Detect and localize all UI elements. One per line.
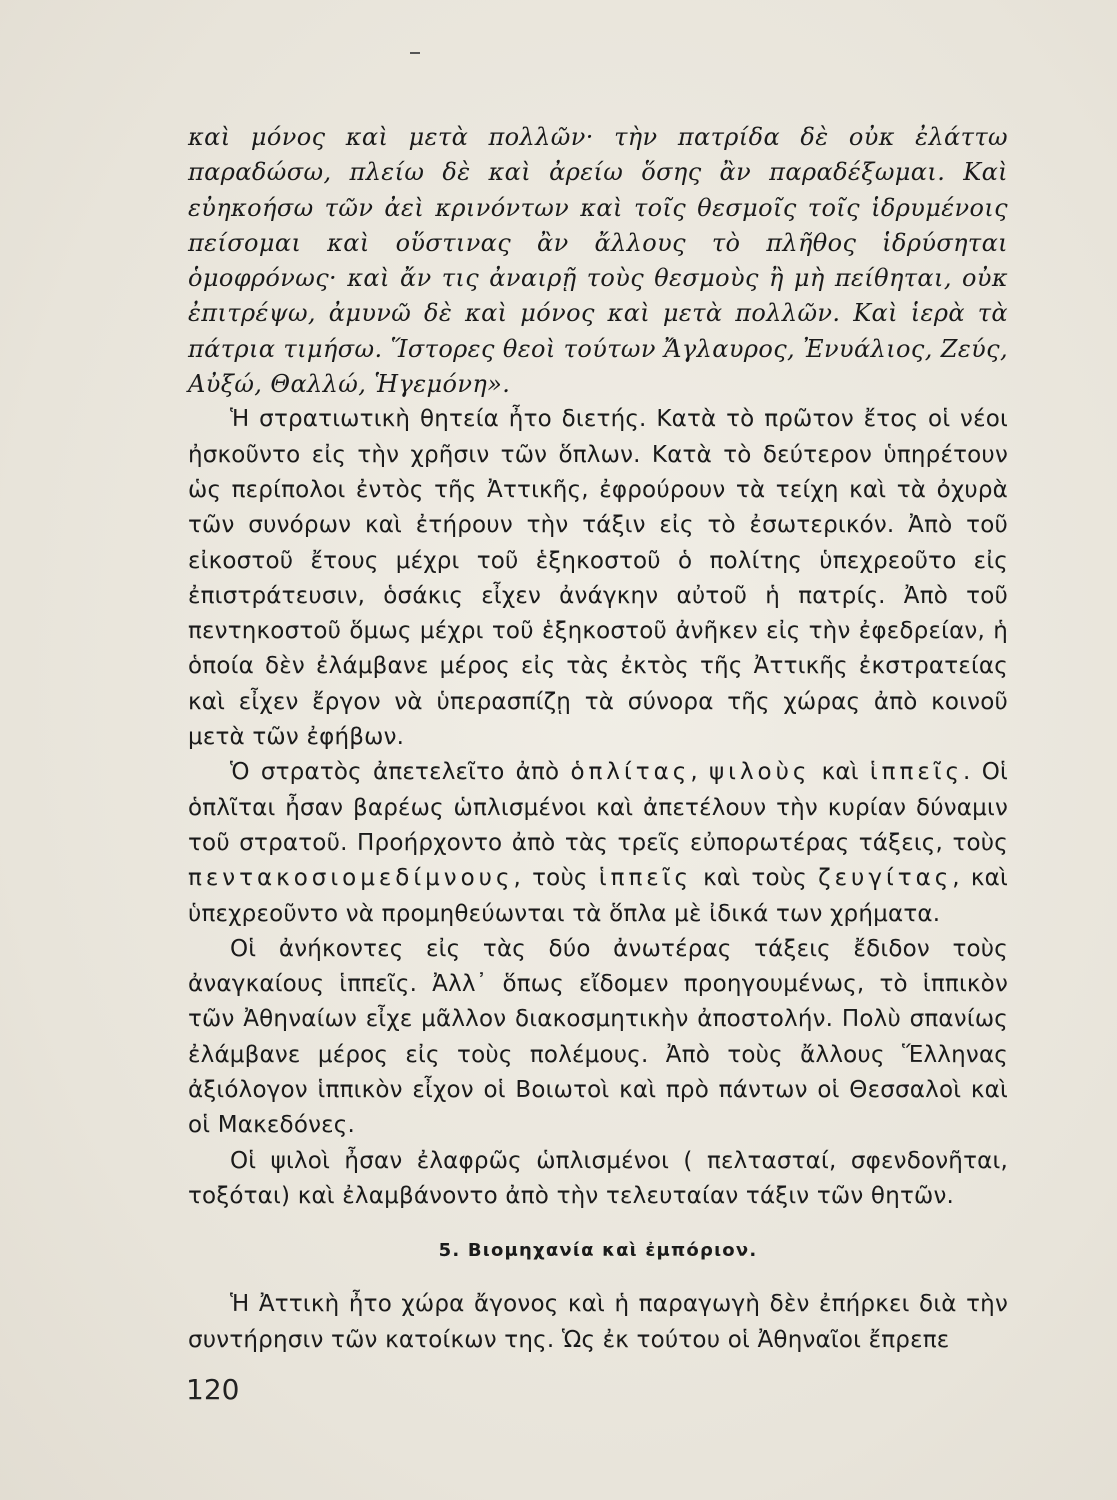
term-hippeis-class: ἱππεῖς <box>598 865 693 892</box>
page-number: 120 <box>186 1373 240 1406</box>
term-pentakosiomedimnoi: πεντακοσιομεδίμνους <box>188 865 514 892</box>
text-block <box>188 120 1008 1358</box>
text-segment: . Οἱ ὁπλῖται ἦσαν βαρέως ὡπλισμένοι καὶ ἀπετέλουν τὴν κυρίαν δύναμιν τοῦ στρατοῦ. Προήρχοντο ἀπὸ τὰς τρεῖς εὐπορωτέρας τάξεις, τοὺς <box>188 759 1008 856</box>
oath-quote-paragraph: καὶ μόνος καὶ μετὰ πολλῶν· τὴν πατρίδα δὲ οὐκ ἐλάττω παραδώσω, πλείω δὲ καὶ ἀρείω ὅσης ἂν παραδέξωμαι. Καὶ εὐηκοήσω τῶν ἀεὶ κρινόντων καὶ τοῖς θεσμοῖς τοῖς ἱδρυμένοις πείσομαι καὶ οὕστινας ἂν ἄλλους τὸ πλῆθος ἱδρύσηται ὁμοφρόνως· καὶ ἄν τις ἀναιρῇ τοὺς θεσμοὺς ἢ μὴ πείθηται, οὐκ ἐπιτρέψω, ἀμυνῶ δὲ καὶ μόνος καὶ μετὰ πολλῶν. Καὶ ἱερὰ τὰ πάτρια τιμήσω. Ἵστορες θεοὶ τούτων Ἄγλαυρος, Ἐνυάλιος, Ζεύς, Αὐξώ, Θαλλώ, Ἡγεμόνη». <box>188 123 1008 399</box>
text-segment: , τοὺς <box>513 865 599 892</box>
term-hoplites: ὁπλίτας <box>570 759 691 786</box>
text-segment: Ὁ στρατὸς ἀπετελεῖτο ἀπὸ <box>230 759 571 786</box>
paragraph-cavalry: Οἱ ἀνήκοντες εἰς τὰς δύο ἀνωτέρας τάξεις ἔδιδον τοὺς ἀναγκαίους ἱππεῖς. Ἀλλ᾽ ὅπως εἴδομεν προηγουμένως, τὸ ἱππικὸν τῶν Ἀθηναίων εἶχε μᾶλλον διακοσμητικὴν ἀποστολήν. Πολὺ σπανίως ἐλάμβανε μέρος εἰς τοὺς πολέμους. Ἀπὸ τοὺς ἄλλους Ἕλληνας ἀξιόλογον ἱππικὸν εἶχον οἱ Βοιωτοὶ καὶ πρὸ πάντων οἱ Θεσσαλοὶ καὶ οἱ Μακεδόνες. <box>188 935 1008 1139</box>
text-segment: καὶ τοὺς <box>692 865 819 892</box>
text-segment: , καὶ ὑπεχρεοῦντο νὰ προμηθεύωνται τὰ ὅπλα μὲ ἰδικά των χρήματα. <box>188 865 1008 927</box>
print-mark <box>410 52 420 54</box>
paragraph-industry-trade: Ἡ Ἀττικὴ ἦτο χώρα ἄγονος καὶ ἡ παραγωγὴ δὲν ἐπήρκει διὰ τὴν συντήρησιν τῶν κατοίκων της. Ὡς ἐκ τούτου οἱ Ἀθηναῖοι ἔπρεπε <box>188 1291 1008 1353</box>
term-psiloi: ψιλοὺς <box>708 759 811 786</box>
text-segment: καὶ <box>810 759 870 786</box>
term-zeugitai: ζευγίτας <box>818 865 953 892</box>
paragraph-military-service: Ἡ στρατιωτικὴ θητεία ἦτο διετής. Κατὰ τὸ πρῶτον ἔτος οἱ νέοι ἠσκοῦντο εἰς τὴν χρῆσιν τῶν ὅπλων. Κατὰ τὸ δεύτερον ὑπηρέτουν ὡς περίπολοι ἐντὸς τῆς Ἀττικῆς, ἐφρούρουν τὰ τείχη καὶ τὰ ὀχυρὰ τῶν συνόρων καὶ ἐτήρουν τὴν τάξιν εἰς τὸ ἐσωτερικόν. Ἀπὸ τοῦ εἰκοστοῦ ἔτους μέχρι τοῦ ἑξηκοστοῦ ὁ πολίτης ὑπεχρεοῦτο εἰς ἐπιστράτευσιν, ὁσάκις εἶχεν ἀνάγκην αὐτοῦ ἡ πατρίς. Ἀπὸ τοῦ πεντηκοστοῦ ὅμως μέχρι τοῦ ἑξηκοστοῦ ἀνῆκεν εἰς τὴν ἐφεδρείαν, ἡ ὁποία δὲν ἐλάμβανε μέρος εἰς τὰς ἐκτὸς τῆς Ἀττικῆς ἐκστρατείας καὶ εἶχεν ἔργον νὰ ὑπερασπίζῃ τὰ σύνορα τῆς χώρας ἀπὸ κοινοῦ μετὰ τῶν ἐφήβων. <box>188 406 1008 751</box>
section-heading: 5. Βιομηχανία καὶ ἐμπόριον. <box>438 1240 758 1262</box>
paragraph-light-troops: Οἱ ψιλοὶ ἦσαν ἐλαφρῶς ὡπλισμένοι ( πελτασταί, σφενδονῆται, τοξόται) καὶ ἐλαμβάνοντο ἀπὸ τὴν τελευταίαν τάξιν τῶν θητῶν. <box>188 1147 1008 1209</box>
term-hippeis: ἱππεῖς <box>869 759 964 786</box>
paragraph-army-composition <box>188 755 1008 931</box>
text-segment: , <box>690 759 709 786</box>
